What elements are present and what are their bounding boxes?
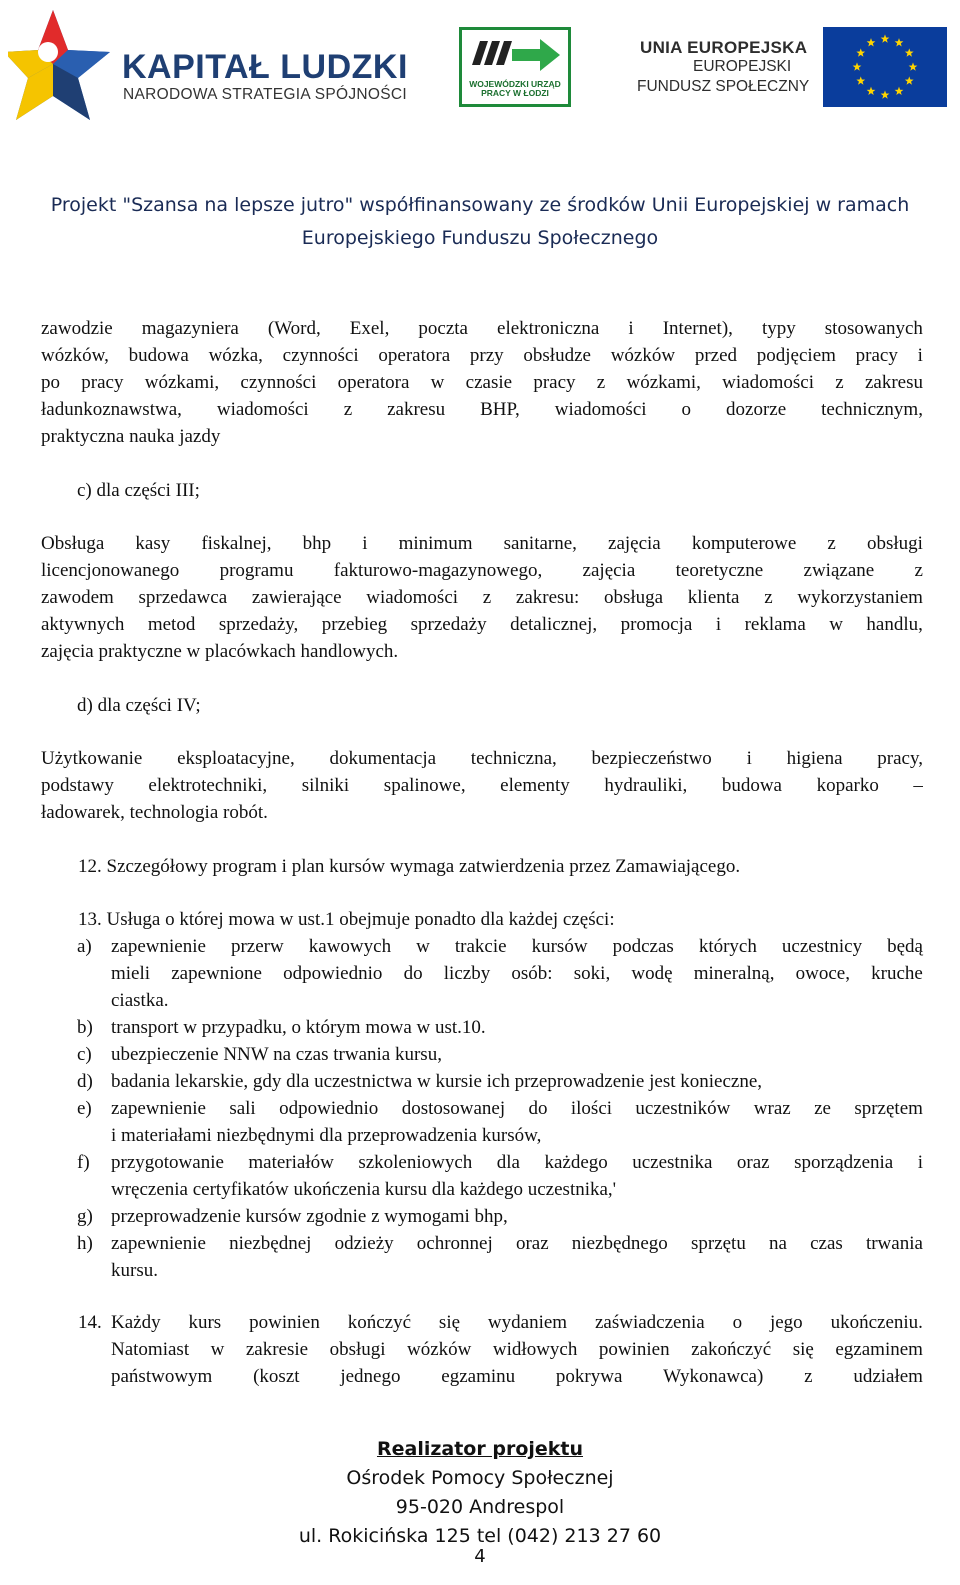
kapital-ludzki-title: KAPITAŁ LUDZKI — [122, 48, 408, 86]
text-line: i materiałami niezbędnymi dla przeprowadzenia kursów, — [111, 1125, 542, 1146]
eu-title: UNIA EUROPEJSKA — [640, 38, 808, 57]
list-item — [77, 1203, 923, 1230]
text-line: wręczenia certyfikatów ukończenia kursu dla każdego uczestnika,' — [111, 1179, 617, 1200]
footer-title: Realizator projektu — [376, 1438, 584, 1460]
text-line: zawodzie magazyniera (Word, Exel, poczta elektroniczna i Internet), typy stosowanych — [41, 318, 923, 339]
footer-postcode: 95-020 Andrespol — [395, 1496, 565, 1518]
paragraph-warehouse — [41, 315, 923, 450]
wup-logo-text: WOJEWÓDZKI URZĄD PRACY W ŁODZI — [469, 79, 561, 98]
text-line: aktywnych metod sprzedaży, przebieg sprzedaży detalicznej, promocja i reklama w handlu, — [41, 614, 923, 635]
kapital-ludzki-subtitle: NARODOWA STRATEGIA SPÓJNOŚCI — [123, 86, 407, 103]
project-header-line-2: Europejskiego Funduszu Społecznego — [301, 227, 659, 249]
list-item — [77, 1095, 923, 1149]
text-line: zapewnienie sali odpowiednio dostosowanej do ilości uczestników wraz ze sprzętem — [111, 1098, 923, 1119]
text-line: licencjonowanego programu fakturowo-magazynowego, zajęcia teoretyczne związane z — [41, 560, 923, 581]
text-line: podstawy elektrotechniki, silniki spalinowe, elementy hydrauliki, budowa koparko – — [41, 775, 923, 796]
text-line: wózków, budowa wózka, czynności operatora przy obsłudze wózków przed podjęciem pracy i — [41, 345, 923, 366]
list-marker: f) — [77, 1152, 90, 1173]
logo-bar — [0, 0, 960, 140]
text-line: przeprowadzenie kursów zgodnie z wymogami bhp, — [111, 1206, 508, 1227]
text-line: kursu. — [111, 1260, 158, 1281]
list-marker: e) — [77, 1098, 92, 1119]
kapital-ludzki-star-logo — [8, 6, 118, 132]
footer — [0, 1435, 960, 1551]
list-marker: c) — [77, 1044, 92, 1065]
list-marker: d) — [77, 1071, 93, 1092]
list-item — [77, 1068, 923, 1095]
list-item — [77, 1230, 923, 1284]
point-14-text — [111, 1309, 923, 1390]
label-part-3: c) dla części III; — [77, 480, 200, 501]
list-item — [77, 1149, 923, 1203]
text-line: Natomiast w zakresie obsługi wózków widłowych powinien zakończyć się egzaminem — [111, 1339, 923, 1360]
list-item — [77, 933, 923, 1014]
text-line: zapewnienie niezbędnej odzieży ochronnej oraz niezbędnego sprzętu na czas trwania — [111, 1233, 923, 1254]
eu-subtitle-1: EUROPEJSKI — [693, 58, 792, 75]
point-13: 13. Usługa o której mowa w ust.1 obejmuje ponadto dla każdej części: — [78, 909, 615, 930]
project-header-line-1: Projekt "Szansa na lepsze jutro" współfinansowany ze środków Unii Europejskiej w ramach — [50, 194, 910, 216]
text-line: ładowarek, technologia robót. — [41, 802, 268, 823]
text-line: Obsługa kasy fiskalnej, bhp i minimum sanitarne, zajęcia komputerowe z obsługi — [41, 533, 923, 554]
page-number: 4 — [474, 1546, 486, 1567]
text-line: ładunkoznawstwa, wiadomości z zakresu BHP, wiadomości o dozorze technicznym, — [41, 399, 923, 420]
list-item — [77, 1041, 923, 1068]
text-line: ubezpieczenie NNW na czas trwania kursu, — [111, 1044, 442, 1065]
text-line: badania lekarskie, gdy dla uczestnictwa w kursie ich przeprowadzenie jest konieczne, — [111, 1071, 763, 1092]
point-14-number: 14. — [78, 1312, 102, 1333]
text-line: Każdy kurs powinien kończyć się wydaniem zaświadczenia o jego ukończeniu. — [111, 1312, 923, 1333]
text-line: państwowym (koszt jednego egzaminu pokrywa Wykonawca) z udziałem — [111, 1366, 923, 1387]
paragraph-sales — [41, 530, 923, 665]
list-marker: b) — [77, 1017, 93, 1038]
text-line: transport w przypadku, o którym mowa w ust.10. — [111, 1017, 486, 1038]
text-line: zawodem sprzedawca zawierające wiadomości z zakresu: obsługa klienta z wykorzystaniem — [41, 587, 923, 608]
text-line: przygotowanie materiałów szkoleniowych dla każdego uczestnika oraz sporządzenia i — [111, 1152, 923, 1173]
wup-arrow-icon — [470, 35, 562, 77]
eu-subtitle-2: FUNDUSZ SPOŁECZNY — [637, 78, 810, 95]
text-line: po pracy wózkami, czynności operatora w czasie pracy z wózkami, wiadomości z zakresu — [41, 372, 923, 393]
text-line: zajęcia praktyczne w placówkach handlowych. — [41, 641, 399, 662]
text-line: praktyczna nauka jazdy — [41, 426, 221, 447]
eu-flag-icon — [823, 27, 947, 107]
wup-logo — [459, 27, 571, 107]
text-line: mieli zapewnione odpowiednio do liczby osób: soki, wodę mineralną, owoce, kruche — [111, 963, 923, 984]
text-line: ciastka. — [111, 990, 169, 1011]
paragraph-excavator — [41, 745, 923, 826]
footer-org: Ośrodek Pomocy Społecznej — [346, 1467, 614, 1489]
list-marker: g) — [77, 1206, 93, 1227]
label-part-4: d) dla części IV; — [77, 695, 201, 716]
footer-address: ul. Rokicińska 125 tel (042) 213 27 60 — [298, 1525, 662, 1547]
point-12: 12. Szczegółowy program i plan kursów wymaga zatwierdzenia przez Zamawiającego. — [78, 856, 741, 877]
list-marker: a) — [77, 936, 92, 957]
list-item — [77, 1014, 923, 1041]
list-marker: h) — [77, 1233, 93, 1254]
text-line: zapewnienie przerw kawowych w trakcie kursów podczas których uczestnicy będą — [111, 936, 923, 957]
text-line: Użytkowanie eksploatacyjne, dokumentacja techniczna, bezpieczeństwo i higiena pracy, — [41, 748, 923, 769]
